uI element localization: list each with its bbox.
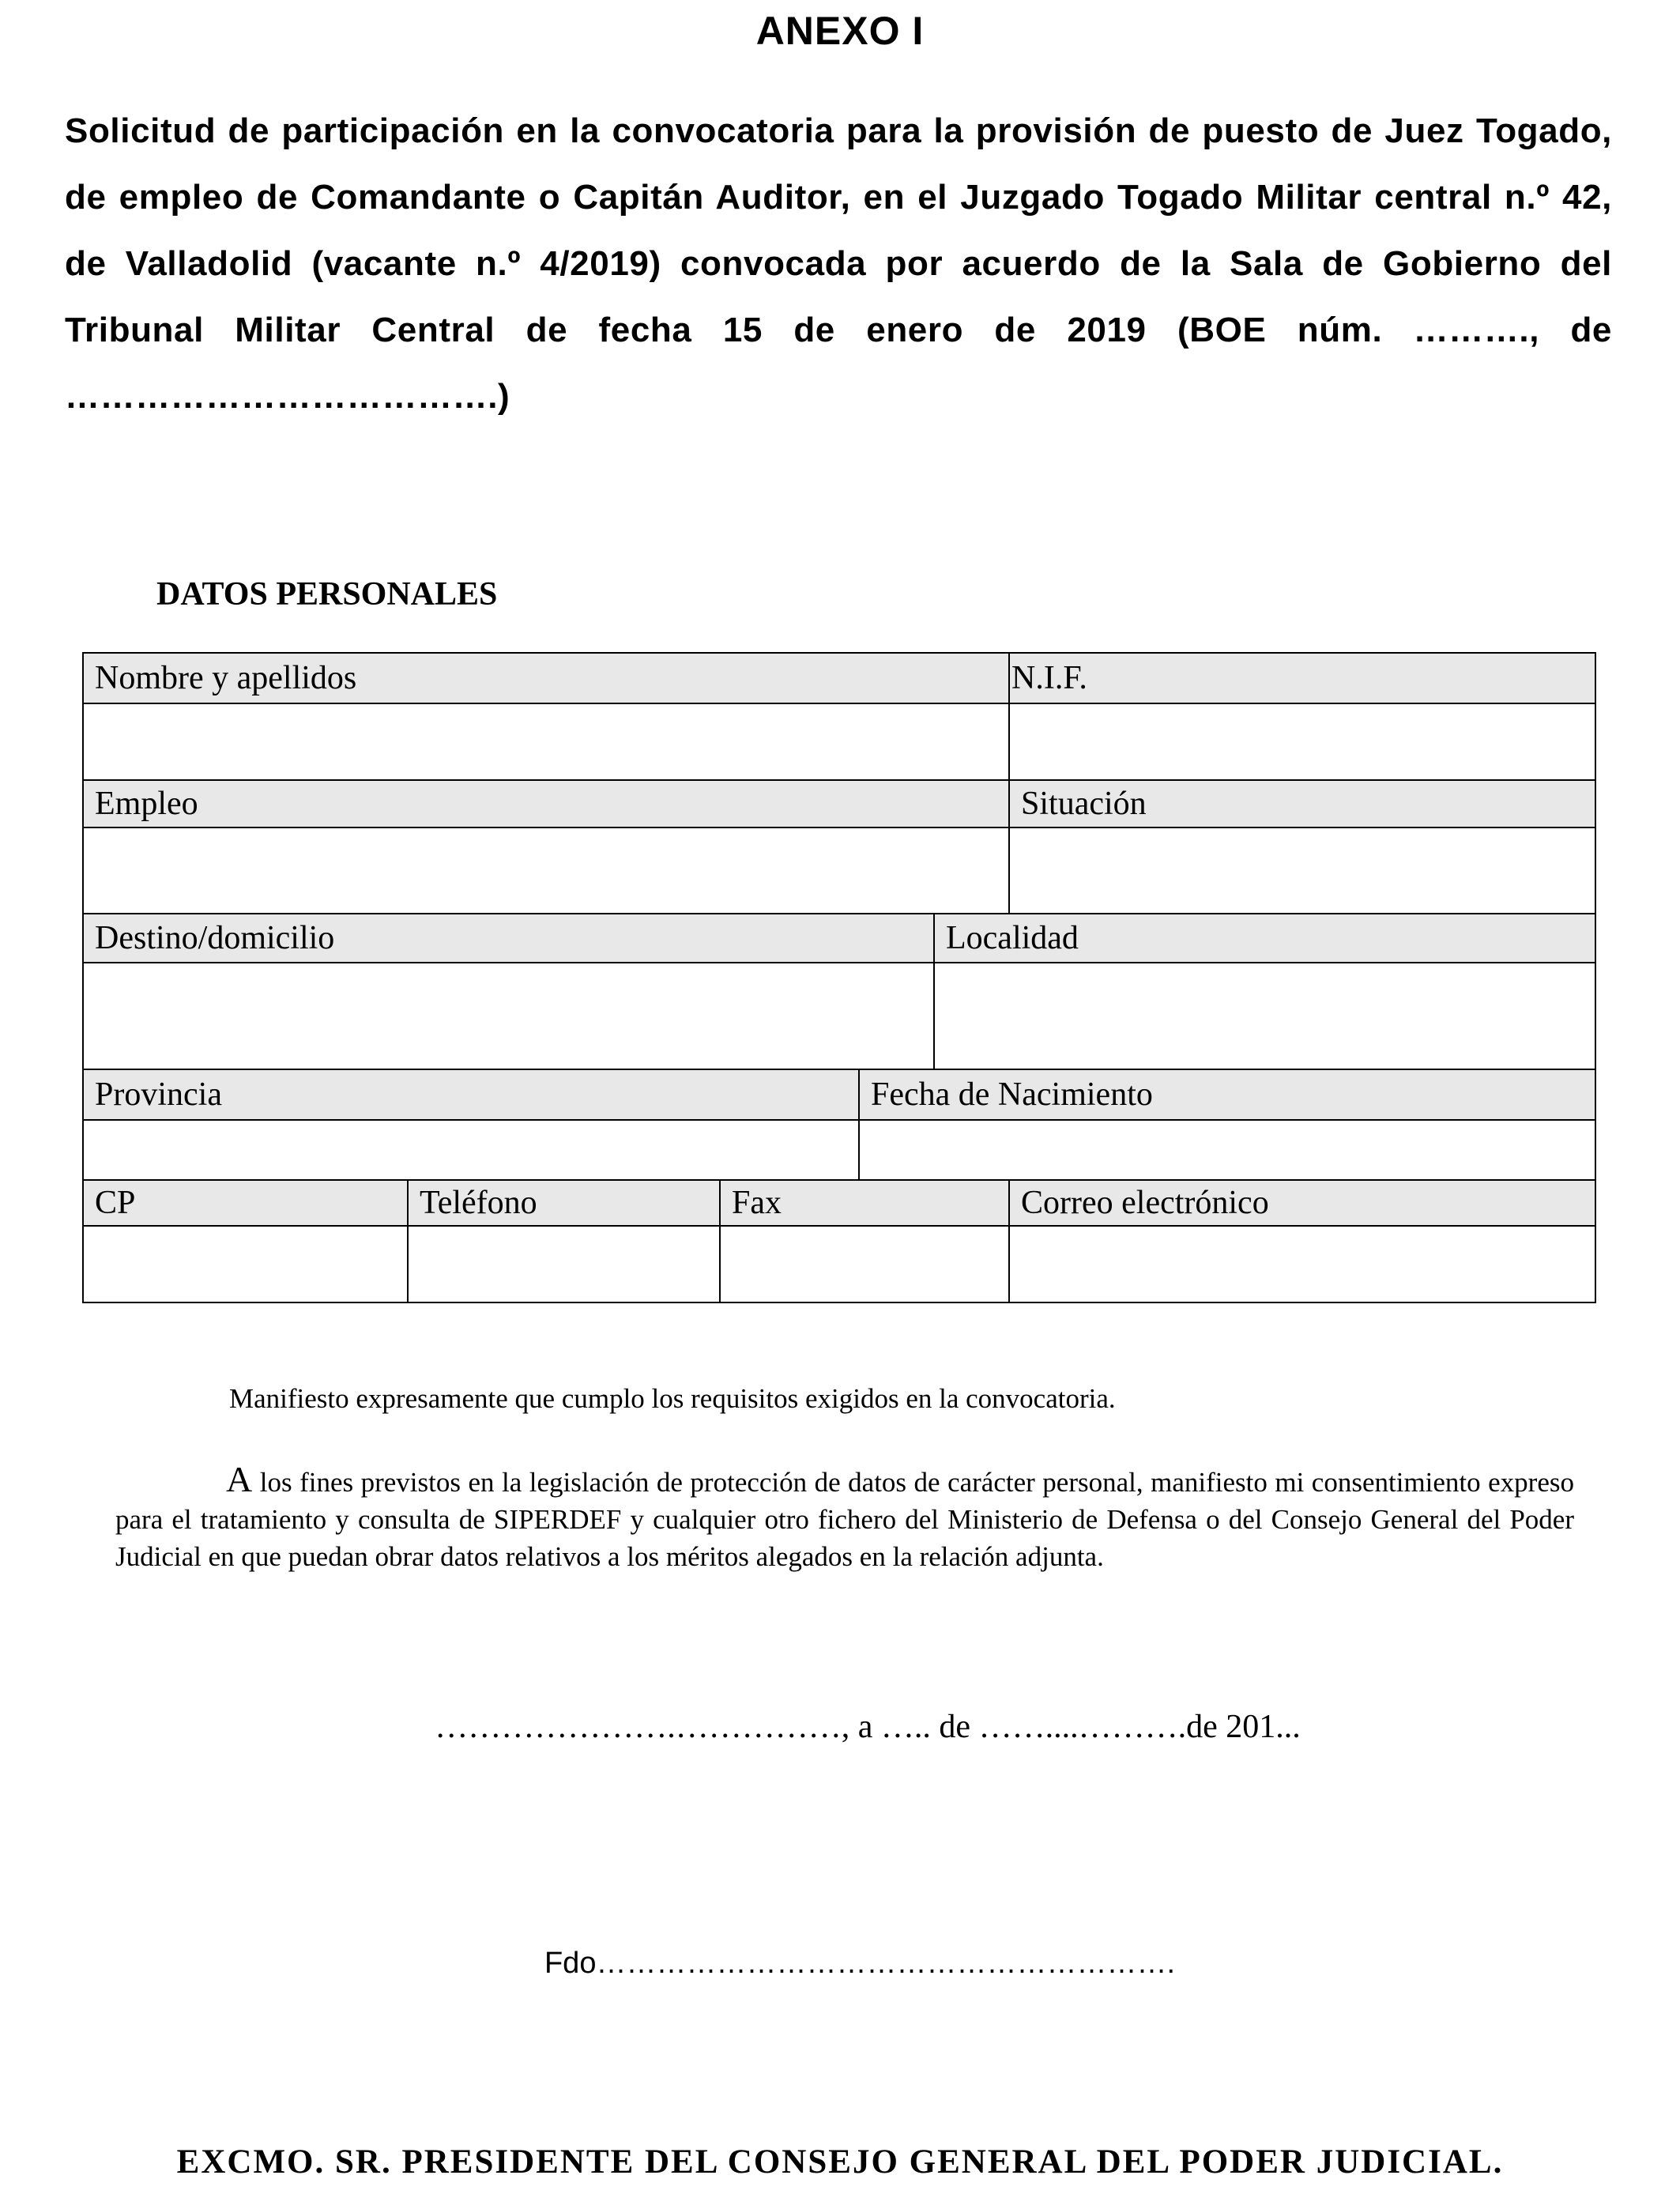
input-nif[interactable] (1009, 703, 1595, 779)
consent-initial: A (226, 1459, 253, 1499)
personal-data-form (82, 652, 1596, 1303)
label-correo: Correo electrónico (1009, 1180, 1595, 1226)
input-fax[interactable] (720, 1226, 1009, 1302)
requirements-statement: Manifiesto expresamente que cumplo los requisitos exigidos en la convocatoria. (229, 1383, 1116, 1414)
signature-line: Fdo…………………………………………………. (544, 1947, 1176, 1980)
label-destino-domicilio: Destino/domicilio (83, 914, 934, 963)
label-nif: N.I.F. (1009, 653, 1595, 703)
label-fecha-nacimiento: Fecha de Nacimiento (859, 1069, 1595, 1120)
data-consent-paragraph (115, 1461, 1574, 1575)
input-correo[interactable] (1009, 1226, 1595, 1302)
label-nombre-apellidos: Nombre y apellidos (83, 653, 1009, 703)
label-localidad: Localidad (934, 914, 1595, 963)
label-provincia: Provincia (83, 1069, 859, 1120)
label-fax: Fax (720, 1180, 1009, 1226)
input-provincia[interactable] (83, 1120, 859, 1180)
input-empleo[interactable] (83, 827, 1009, 914)
input-situacion[interactable] (1009, 827, 1595, 914)
request-subject: Solicitud de participación en la convocatoria para la provisión de puesto de Juez Togado, de empleo de Comandante o Capitán Auditor, en el Juzgado Togado Militar central n.º 42, de Valladolid (vacante n.º 4/2019) convocada por acuerdo de la Sala de Gobierno del Tribunal Militar Central de fecha 15 de enero de 2019 (BOE núm. ………., de ……………………………….) (65, 111, 1612, 416)
label-empleo: Empleo (83, 780, 1009, 827)
input-telefono[interactable] (408, 1226, 720, 1302)
input-fecha-nacimiento[interactable] (859, 1120, 1595, 1180)
place-date-line: ………………….……………, a ….. de ……....……….de 201... (435, 1709, 1301, 1745)
input-localidad[interactable] (934, 963, 1595, 1069)
section-heading-personal-data: DATOS PERSONALES (156, 576, 498, 613)
input-nombre-apellidos[interactable] (83, 703, 1009, 779)
input-cp[interactable] (83, 1226, 408, 1302)
label-cp: CP (83, 1180, 408, 1226)
label-situacion: Situación (1009, 780, 1595, 827)
consent-text: los fines previstos en la legislación de protección de datos de carácter personal, manifiesto mi consentimiento expreso para el tratamiento y consulta de SIPERDEF y cualquier otro fichero del Ministerio de Defensa o del Consejo General del Poder Judicial en que puedan obrar datos relativos a los méritos alegados en la relación adjunta. (115, 1467, 1574, 1572)
annex-title: ANEXO I (755, 9, 925, 53)
input-destino-domicilio[interactable] (83, 963, 934, 1069)
label-telefono: Teléfono (408, 1180, 720, 1226)
recipient-line: EXCMO. SR. PRESIDENTE DEL CONSEJO GENERAL DEL PODER JUDICIAL. (176, 2143, 1504, 2181)
